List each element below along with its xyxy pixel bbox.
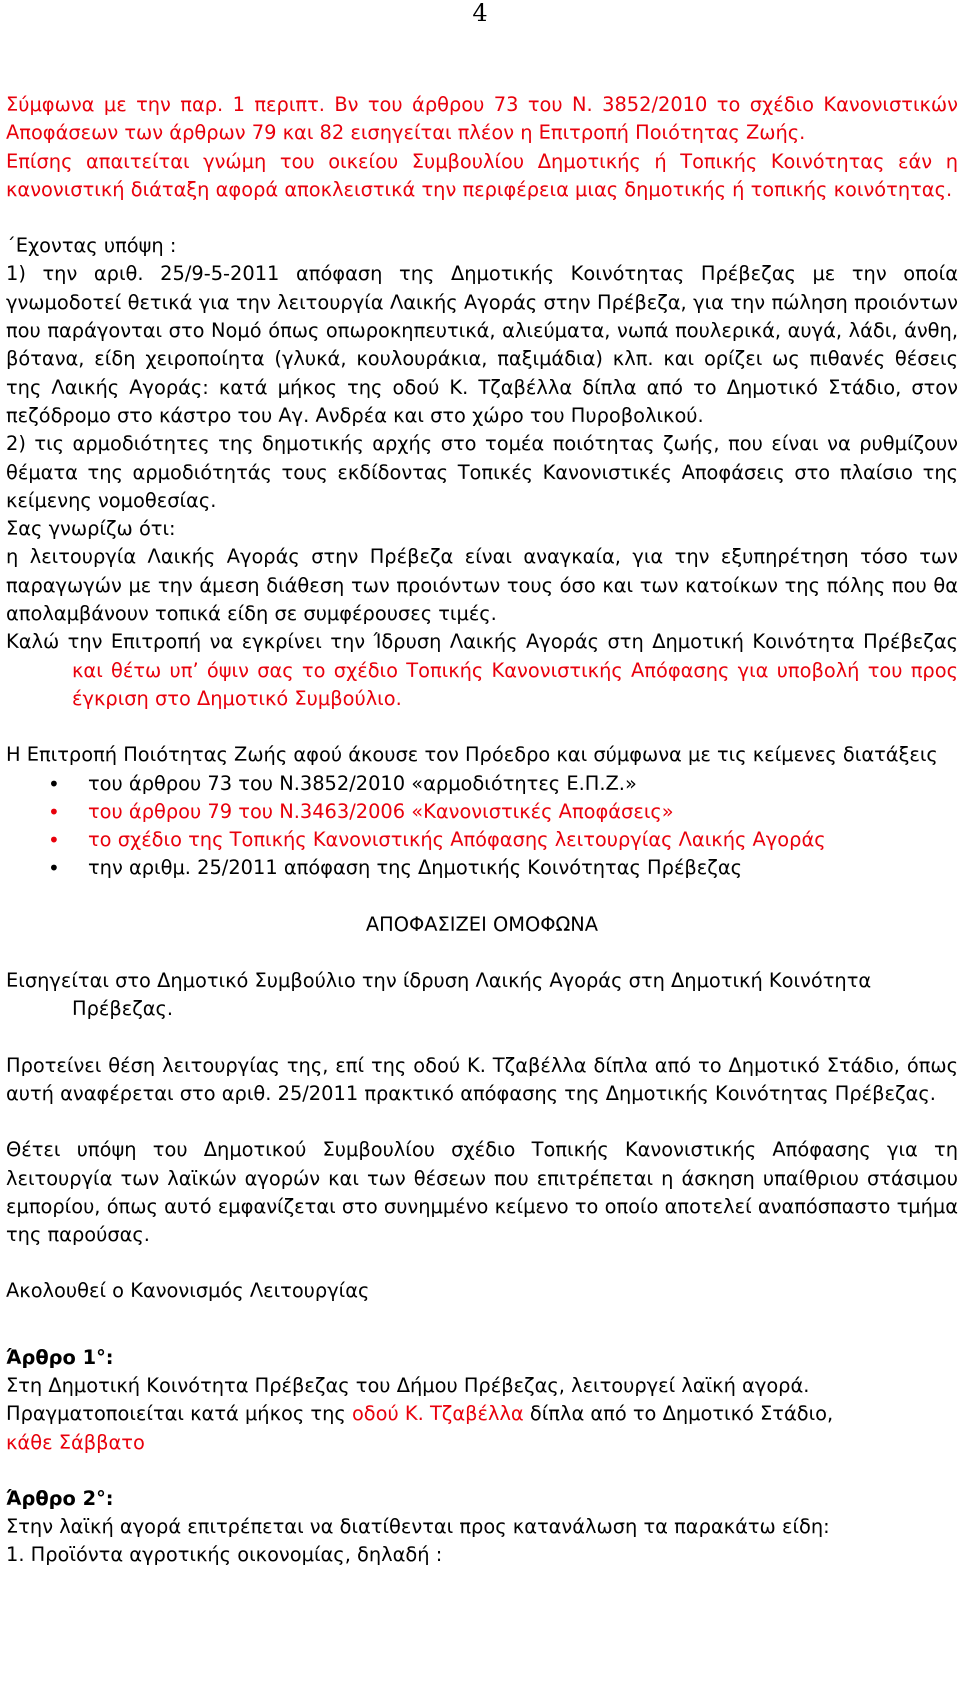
law-item-text: την αριθμ. 25/2011 απόφαση της Δημοτικής Κοινότητας Πρέβεζας <box>88 856 742 880</box>
request-text: Καλώ την Επιτροπή να εγκρίνει την Ίδρυση Λαικής Αγοράς στη Δημοτική Κοινότητα Πρέβεζας <box>6 630 958 654</box>
laws-list <box>6 770 958 883</box>
article-1-street: οδού Κ. Τζαβέλλα <box>351 1402 524 1426</box>
regulation-intro: Ακολουθεί ο Κανονισμός Λειτουργίας <box>6 1279 370 1303</box>
document-body <box>6 91 958 1570</box>
inform-heading: Σας γνωρίζω ότι: <box>6 517 176 541</box>
considering-item-1: 1) την αριθ. 25/9-5-2011 απόφαση της Δημοτικής Κοινότητας Πρέβεζας με την οποία γνωμοδοτεί θετικά για την λειτουργία Λαικής Αγοράς στην Πρέβεζα, για την πώληση προιόντων που παράγονται στο Νομό όπως οπωροκηπευτικά, αλιεύματα, νωπά πουλερικά, αυγά, λάδι, άνθη, βότανα, είδη χειροποίητα (γλυκά, κουλουράκια, παξιμάδια) κλπ. και ορίζει ως πιθανές θέσεις της Λαικής Αγοράς: κατά μήκος της οδού Κ. Τζαβέλλα δίπλα από το Δημοτικό Στάδιο, στον πεζόδρομο στο κάστρο του Αγ. Ανδρέα και στο χώρο του Πυροβολικού. <box>6 262 958 427</box>
law-item <box>6 826 958 854</box>
inform-text: η λειτουργία Λαικής Αγοράς στην Πρέβεζα είναι αναγκαία, για την εξυπηρέτηση τόσο των παραγωγών με την άμεση διάθεση των προιόντων τους όσο και των κατοίκων της πόλης που θα απολαμβάνουν τοπικά είδη σε συμφέρουσες τιμές. <box>6 545 958 626</box>
bullet-icon: • <box>48 828 60 853</box>
resolution-2: Προτείνει θέση λειτουργίας της, επί της οδού Κ. Τζαβέλλα δίπλα από το Δημοτικό Στάδιο, όπως αυτή αναφέρεται στο αριθ. 25/2011 πρακτικό απόφασης της Δημοτικής Κοινότητας Πρέβεζας. <box>6 1053 958 1105</box>
article-1-line-2-rest: δίπλα από το Δημοτικό Στάδιο, <box>523 1402 834 1426</box>
resolution-1: Εισηγείται στο Δημοτικό Συμβούλιο την ίδρυση Λαικής Αγοράς στη Δημοτική Κοινότητα Πρέβεζας. <box>6 969 872 1021</box>
law-item <box>6 854 958 882</box>
law-item-text: το σχέδιο της Τοπικής Κανονιστικής Απόφασης λειτουργίας Λαικής Αγοράς <box>88 828 826 852</box>
committee-paragraph: Η Επιτροπή Ποιότητας Ζωής αφού άκουσε τον Πρόεδρο και σύμφωνα με τις κείμενες διατάξεις <box>6 743 938 767</box>
intro-paragraph-1: Σύμφωνα με την παρ. 1 περιπτ. Βν του άρθρου 73 του Ν. 3852/2010 το σχέδιο Κανονιστικών Αποφάσεων των άρθρων 79 και 82 εισηγείται πλέον η Επιτροπή Ποιότητας Ζωής. <box>6 93 958 145</box>
article-2-line-2: 1. Προϊόντα αγροτικής οικονομίας, δηλαδή : <box>6 1543 443 1567</box>
bullet-icon: • <box>48 771 60 796</box>
article-1-line-2 <box>6 1400 958 1428</box>
article-2-line-1: Στην λαϊκή αγορά επιτρέπεται να διατίθενται προς κατανάλωση τα παρακάτω είδη: <box>6 1515 830 1539</box>
bullet-icon: • <box>48 799 60 824</box>
decision-heading: ΑΠΟΦΑΣΙΖΕΙ ΟΜΟΦΩΝΑ <box>365 912 599 936</box>
request-paragraph <box>6 628 958 713</box>
article-1-title: Άρθρο 1°: <box>6 1345 114 1369</box>
article-1-schedule: κάθε Σάββατο <box>6 1430 145 1454</box>
law-item <box>6 798 958 826</box>
law-item-text: του άρθρου 79 του Ν.3463/2006 «Κανονιστικές Αποφάσεις» <box>88 799 674 823</box>
article-1-line-2-text: Πραγματοποιείται κατά μήκος της <box>6 1402 352 1426</box>
article-2-title: Άρθρο 2°: <box>6 1486 114 1510</box>
article-1-line-1: Στη Δημοτική Κοινότητα Πρέβεζας του Δήμου Πρέβεζας, λειτουργεί λαϊκή αγορά. <box>6 1373 810 1397</box>
page-number: 4 <box>472 0 488 27</box>
law-item <box>6 770 958 798</box>
bullet-icon: • <box>48 856 60 881</box>
considering-item-2: 2) τις αρμοδιότητες της δημοτικής αρχής στο τομέα ποιότητας ζωής, που είναι να ρυθμίζουν θέματα της αρμοδιότητάς τους εκδίδοντας Τοπικές Κανονιστικές Αποφάσεις στο πλαίσιο της κείμενης νομοθεσίας. <box>6 432 958 512</box>
law-item-text: του άρθρου 73 του Ν.3852/2010 «αρμοδιότητες Ε.Π.Ζ.» <box>88 771 637 795</box>
request-text-highlight: και θέτω υπ’ όψιν σας το σχέδιο Τοπικής Κανονιστικής Απόφασης για υποβολή του προς έγκριση στο Δημοτικό Συμβούλιο. <box>72 658 958 710</box>
resolution-3: Θέτει υπόψη του Δημοτικού Συμβουλίου σχέδιο Τοπικής Κανονιστικής Απόφασης για τη λειτουργία των λαϊκών αγορών και των θέσεων που επιτρέπεται η άσκηση υπαίθριου στάσιμου εμπορίου, όπως αυτό εμφανίζεται στο συνημμένο κείμενο το οποίο αποτελεί αναπόσπαστο τμήμα της παρούσας. <box>6 1138 958 1247</box>
intro-paragraph-2: Επίσης απαιτείται γνώμη του οικείου Συμβουλίου Δημοτικής ή Τοπικής Κοινότητας εάν η κανονιστική διάταξη αφορά αποκλειστικά την περιφέρεια μιας δημοτικής ή τοπικής κοινότητας. <box>6 149 958 201</box>
considering-heading: ΄Εχοντας υπόψη : <box>6 234 177 258</box>
